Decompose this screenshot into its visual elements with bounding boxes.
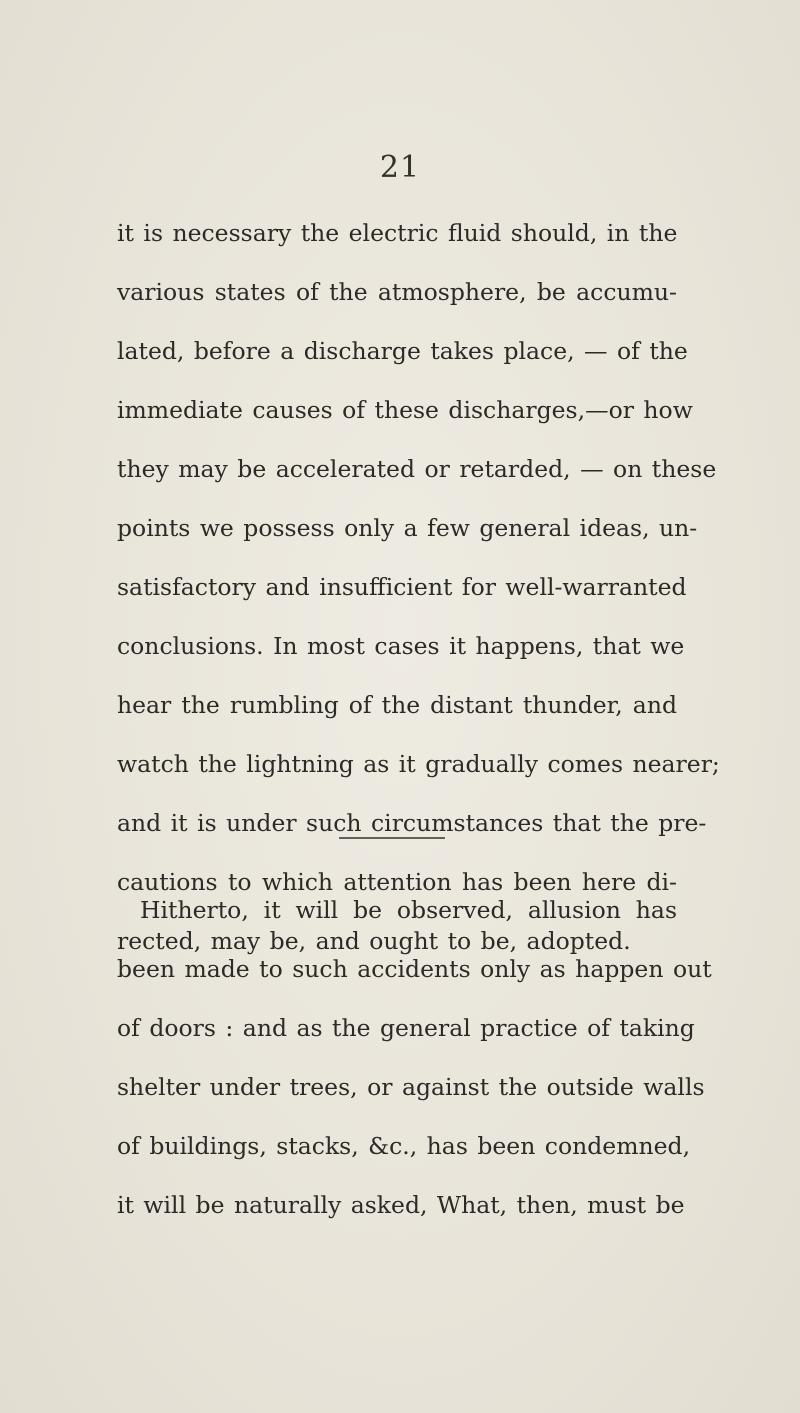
- paragraph-1: [117, 204, 720, 971]
- text-line: Hitherto, it will be observed, allusion has: [140, 896, 677, 924]
- text-line: satisfactory and insufficient for well-warranted: [117, 573, 687, 601]
- text-line: of doors : and as the general practice of taking: [117, 1014, 695, 1042]
- text-line: lated, before a discharge takes place, — of the: [117, 337, 688, 365]
- text-line: conclusions. In most cases it happens, that we: [117, 632, 685, 660]
- text-line: it is necessary the electric fluid should, in the: [117, 219, 678, 247]
- section-divider: [339, 837, 445, 839]
- text-line: shelter under trees, or against the outside walls: [117, 1073, 705, 1101]
- text-line: various states of the atmosphere, be accumu-: [117, 278, 677, 306]
- text-line: and it is under such circumstances that the pre-: [117, 809, 707, 837]
- text-line: rected, may be, and ought to be, adopted.: [117, 927, 631, 955]
- text-line: points we possess only a few general ideas, un-: [117, 514, 698, 542]
- page-number: 21: [379, 150, 421, 185]
- text-line: hear the rumbling of the distant thunder, and: [117, 691, 677, 719]
- text-line: watch the lightning as it gradually comes nearer;: [117, 750, 720, 778]
- text-line: of buildings, stacks, &c., has been condemned,: [117, 1132, 691, 1160]
- text-line: been made to such accidents only as happen out: [117, 955, 712, 983]
- text-line: it will be naturally asked, What, then, must be: [117, 1191, 685, 1219]
- text-line: cautions to which attention has been here di-: [117, 868, 677, 896]
- paragraph-2: [117, 881, 712, 1235]
- text-line: immediate causes of these discharges,—or how: [117, 396, 693, 424]
- text-line: they may be accelerated or retarded, — on these: [117, 455, 717, 483]
